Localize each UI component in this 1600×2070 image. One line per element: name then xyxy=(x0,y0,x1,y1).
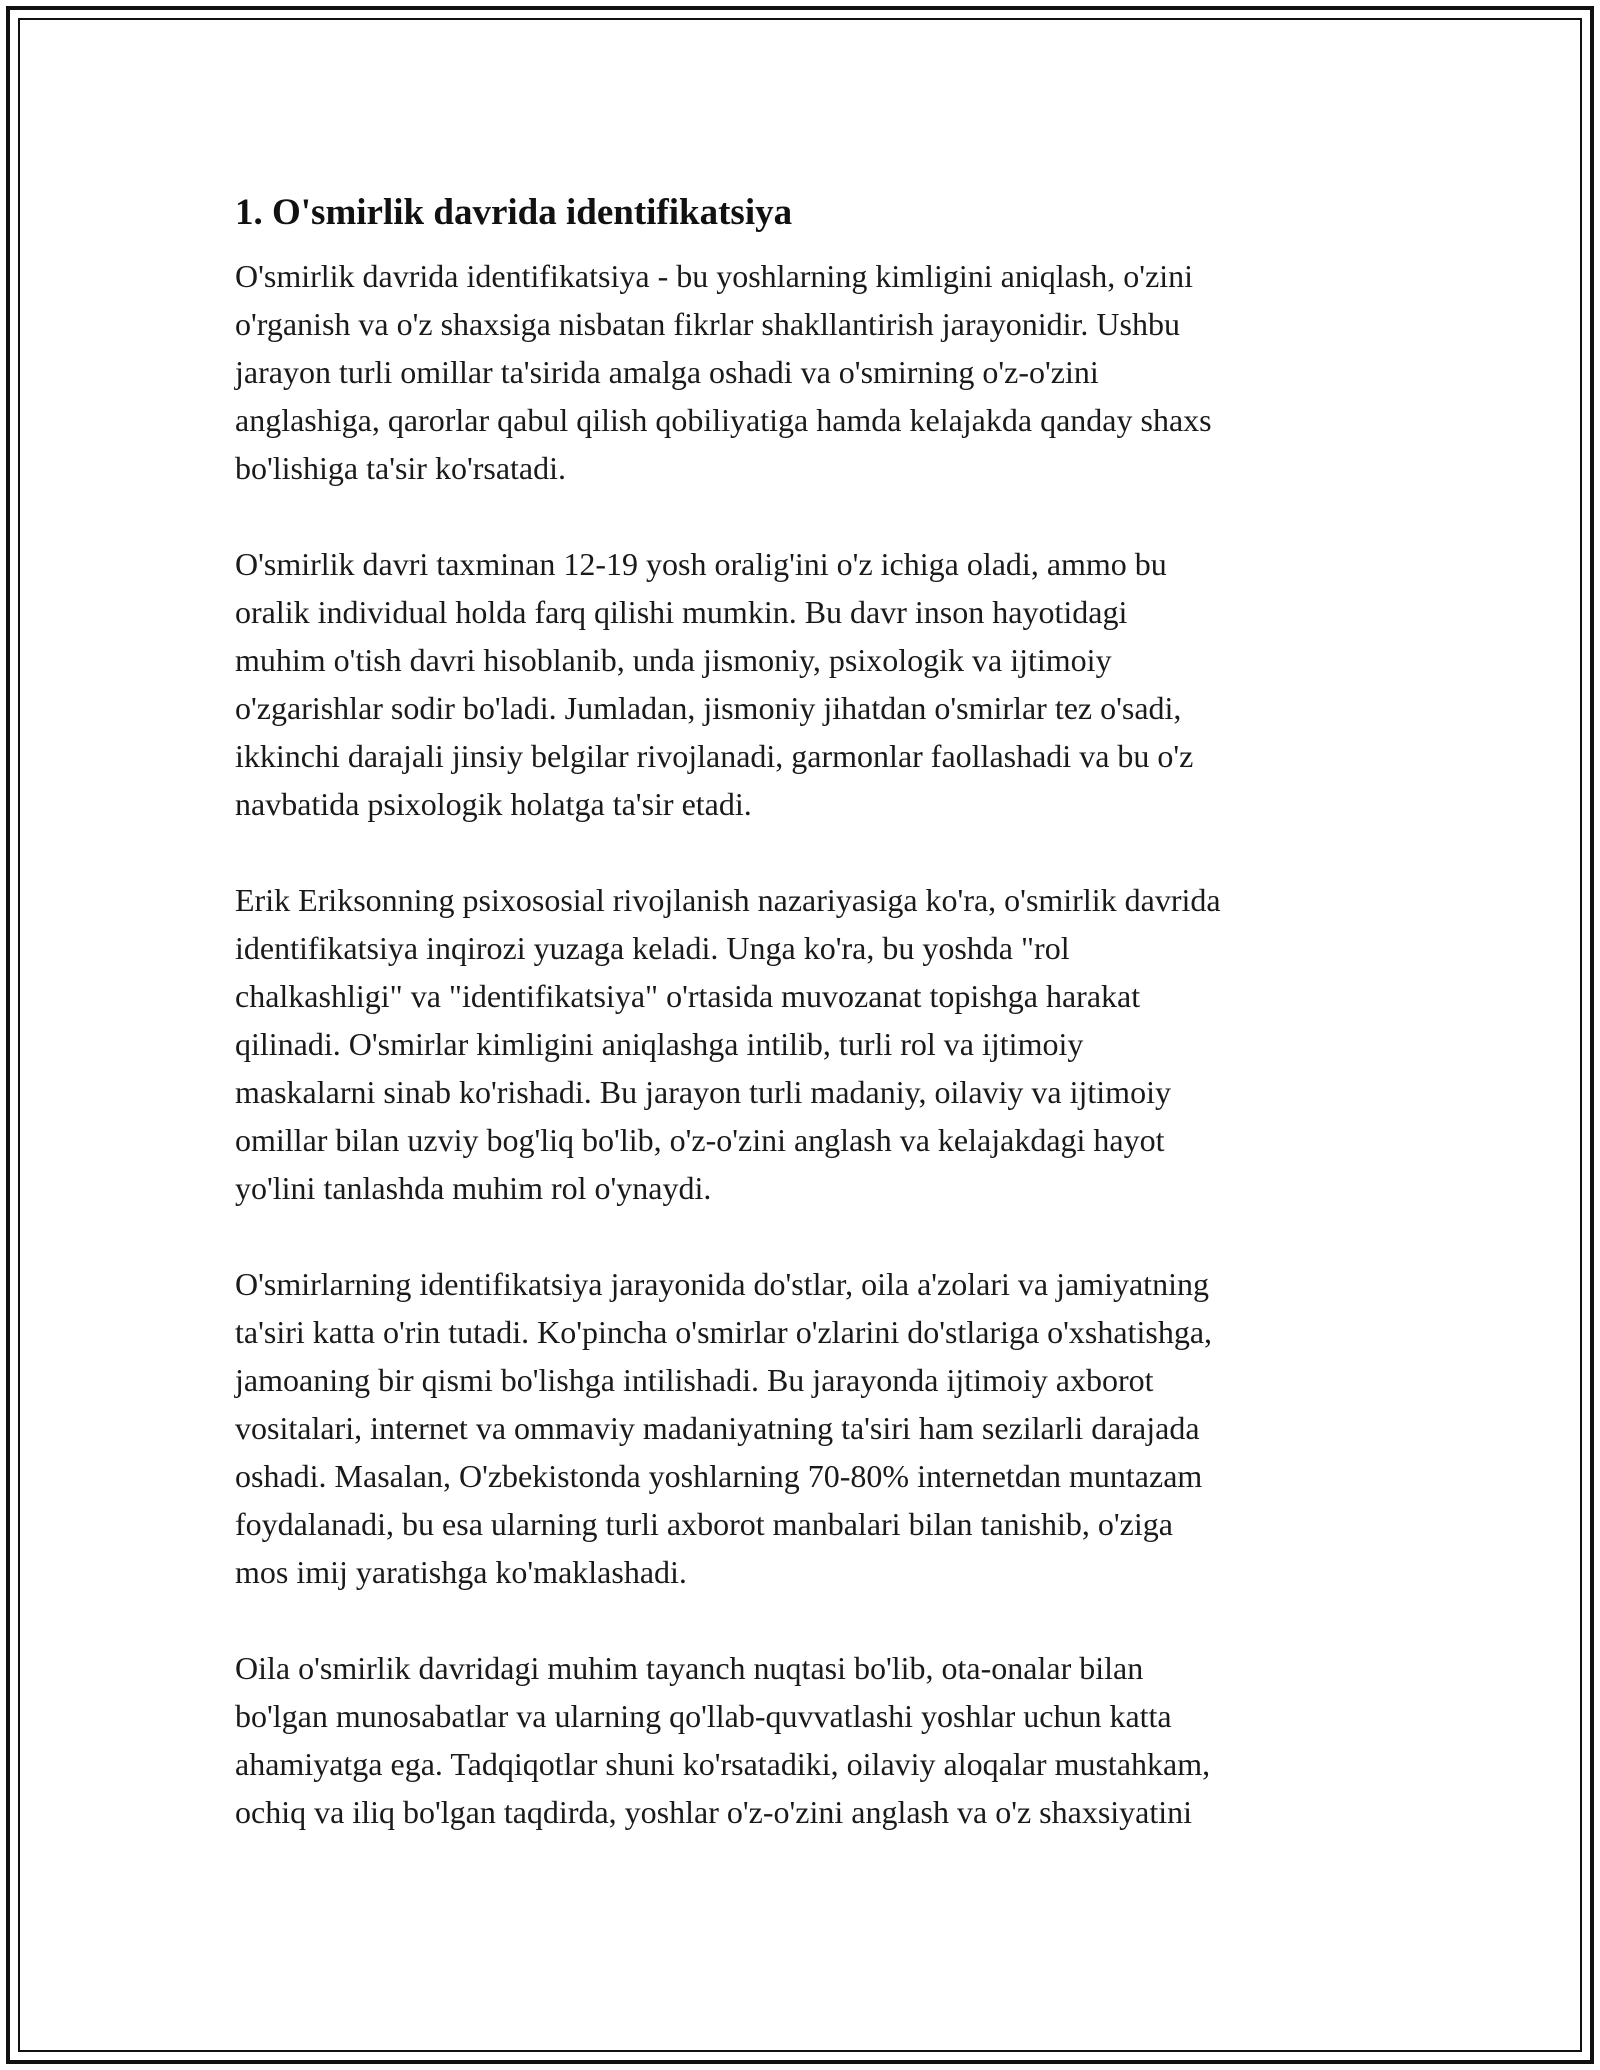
text-line: yo'lini tanlashda muhim rol o'ynaydi. xyxy=(235,1170,712,1206)
text-line: navbatida psixologik holatga ta'sir etadi. xyxy=(235,786,752,822)
text-line: anglashiga, qarorlar qabul qilish qobiliyatiga hamda kelajakda qanday shaxs xyxy=(235,402,1212,438)
text-line: omillar bilan uzviy bog'liq bo'lib, o'z-o'zini anglash va kelajakdagi hayot xyxy=(235,1122,1165,1158)
paragraph-5 xyxy=(235,1644,1385,1836)
text-line: qilinadi. O'smirlar kimligini aniqlashga intilib, turli rol va ijtimoiy xyxy=(235,1026,1084,1062)
text-line: ahamiyatga ega. Tadqiqotlar shuni ko'rsatadiki, oilaviy aloqalar mustahkam, xyxy=(235,1746,1211,1782)
document-body xyxy=(235,186,1385,1884)
text-line: ta'siri katta o'rin tutadi. Ko'pincha o'smirlar o'zlarini do'stlariga o'xshatishga, xyxy=(235,1314,1213,1350)
text-line: Erik Eriksonning psixososial rivojlanish nazariyasiga ko'ra, o'smirlik davrida xyxy=(235,882,1221,918)
text-line: o'rganish va o'z shaxsiga nisbatan fikrlar shakllantirish jarayonidir. Ushbu xyxy=(235,306,1180,342)
section-heading: 1. O'smirlik davrida identifikatsiya xyxy=(235,192,793,233)
paragraph-4 xyxy=(235,1260,1385,1596)
text-line: maskalarni sinab ko'rishadi. Bu jarayon turli madaniy, oilaviy va ijtimoiy xyxy=(235,1074,1171,1110)
text-line: O'smirlarning identifikatsiya jarayonida do'stlar, oila a'zolari va jamiyatning xyxy=(235,1266,1209,1302)
text-line: o'zgarishlar sodir bo'ladi. Jumladan, jismoniy jihatdan o'smirlar tez o'sadi, xyxy=(235,690,1182,726)
text-line: chalkashligi" va "identifikatsiya" o'rtasida muvozanat topishga harakat xyxy=(235,978,1141,1014)
paragraph-3 xyxy=(235,876,1385,1212)
text-line: vositalari, internet va ommaviy madaniyatning ta'siri ham sezilarli darajada xyxy=(235,1410,1200,1446)
text-line: Oila o'smirlik davridagi muhim tayanch nuqtasi bo'lib, ota-onalar bilan xyxy=(235,1650,1144,1686)
text-line: O'smirlik davri taxminan 12-19 yosh oralig'ini o'z ichiga oladi, ammo bu xyxy=(235,546,1167,582)
text-line: foydalanadi, bu esa ularning turli axborot manbalari bilan tanishib, o'ziga xyxy=(235,1506,1173,1542)
text-line: muhim o'tish davri hisoblanib, unda jismoniy, psixologik va ijtimoiy xyxy=(235,642,1112,678)
text-line: oshadi. Masalan, O'zbekistonda yoshlarning 70-80% internetdan muntazam xyxy=(235,1458,1203,1494)
text-line: oralik individual holda farq qilishi mumkin. Bu davr inson hayotidagi xyxy=(235,594,1128,630)
text-line: O'smirlik davrida identifikatsiya - bu yoshlarning kimligini aniqlash, o'zini xyxy=(235,258,1194,294)
text-line: mos imij yaratishga ko'maklashadi. xyxy=(235,1554,687,1590)
text-line: jarayon turli omillar ta'sirida amalga oshadi va o'smirning o'z-o'zini xyxy=(235,354,1099,390)
text-line: bo'lishiga ta'sir ko'rsatadi. xyxy=(235,450,567,486)
paragraph-1 xyxy=(235,252,1385,492)
text-line: ochiq va iliq bo'lgan taqdirda, yoshlar o'z-o'zini anglash va o'z shaxsiyatini xyxy=(235,1794,1193,1830)
text-line: bo'lgan munosabatlar va ularning qo'llab-quvvatlashi yoshlar uchun katta xyxy=(235,1698,1172,1734)
text-line: jamoaning bir qismi bo'lishga intilishadi. Bu jarayonda ijtimoiy axborot xyxy=(235,1362,1154,1398)
paragraph-2 xyxy=(235,540,1385,828)
text-line: ikkinchi darajali jinsiy belgilar rivojlanadi, garmonlar faollashadi va bu o'z xyxy=(235,738,1194,774)
text-line: identifikatsiya inqirozi yuzaga keladi. Unga ko'ra, bu yoshda "rol xyxy=(235,930,1070,966)
